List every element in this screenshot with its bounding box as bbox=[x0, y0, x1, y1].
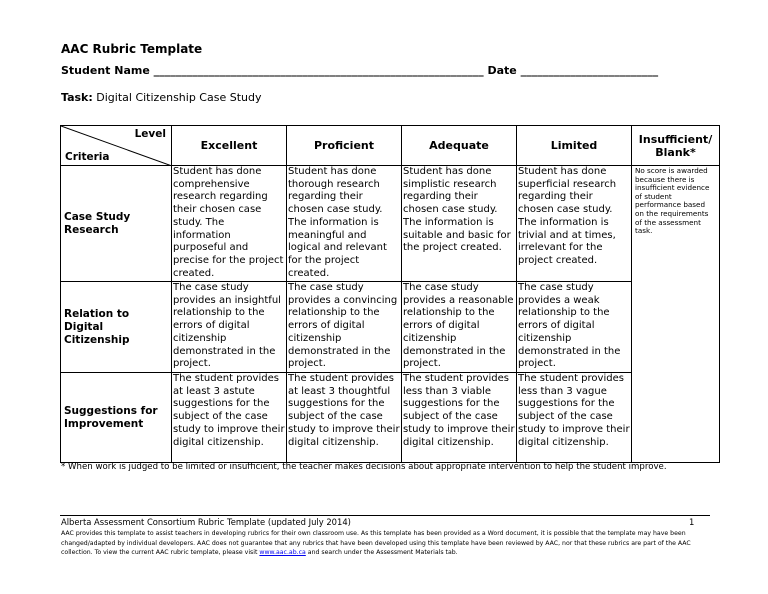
footer-disclaimer bbox=[61, 529, 711, 558]
student-name-date-line: Student Name ____________________________________________________________ Date _________________________ bbox=[61, 64, 659, 77]
aac-website-link[interactable]: www.aac.ab.ca bbox=[259, 549, 306, 556]
footer-disclaimer-text-end: and search under the Assessment Materials tab. bbox=[305, 549, 458, 556]
level-criteria-corner bbox=[61, 126, 172, 166]
descriptor-cell: Student has done thorough research regarding their chosen case study. The information is meaningful and logical and relevant for the project created. bbox=[287, 166, 402, 282]
descriptor-cell: The case study provides a convincing relationship to the errors of digital citizenship demonstrated in the project. bbox=[287, 282, 402, 373]
descriptor-cell: The case study provides a weak relationship to the errors of digital citizenship demonstrated in the project. bbox=[517, 282, 632, 373]
intervention-note: * When work is judged to be limited or insufficient, the teacher makes decisions about appropriate intervention to help the student improve. bbox=[61, 462, 667, 472]
criterion-case-study-research: Case Study Research bbox=[61, 166, 172, 282]
insufficient-note-cell: No score is awarded because there is insufficient evidence of student performance based on the requirements of the assessment task. bbox=[632, 166, 720, 463]
descriptor-cell: The student provides at least 3 thoughtful suggestions for the subject of the case study to improve their digital citizenship. bbox=[287, 373, 402, 463]
task-label: Task: bbox=[61, 91, 93, 104]
table-header-row bbox=[61, 126, 720, 166]
footer-title: Alberta Assessment Consortium Rubric Template (updated July 2014) bbox=[61, 517, 351, 527]
descriptor-cell: The student provides less than 3 viable suggestions for the subject of the case study to improve their digital citizenship. bbox=[402, 373, 517, 463]
level-header-adequate: Adequate bbox=[402, 126, 517, 166]
descriptor-cell: The student provides less than 3 vague suggestions for the subject of the case study to improve their digital citizenship. bbox=[517, 373, 632, 463]
document-title: AAC Rubric Template bbox=[61, 42, 203, 56]
task-line bbox=[61, 91, 261, 104]
page-number: 1 bbox=[689, 517, 695, 527]
level-header-proficient: Proficient bbox=[287, 126, 402, 166]
corner-criteria-label: Criteria bbox=[65, 151, 110, 163]
descriptor-cell: The student provides at least 3 astute suggestions for the subject of the case study to improve their digital citizenship. bbox=[172, 373, 287, 463]
criterion-relation-digital-citizenship: Relation to Digital Citizenship bbox=[61, 282, 172, 373]
level-header-excellent: Excellent bbox=[172, 126, 287, 166]
table-row bbox=[61, 373, 720, 463]
footer-disclaimer-text: AAC provides this template to assist teachers in developing rubrics for their own classroom use. As this template has been provided as a Word document, it is possible that the template may have been changed/adapted by individual developers. AAC does not guarantee that any rubrics that have been developed using this template have been reviewed by AAC, nor that these rubrics are part of the AAC collection. To view the current AAC rubric template, please visit bbox=[61, 530, 691, 556]
descriptor-cell: Student has done simplistic research regarding their chosen case study. The information is suitable and basic for the project created. bbox=[402, 166, 517, 282]
level-header-insufficient: Insufficient/ Blank* bbox=[632, 126, 720, 166]
descriptor-cell: Student has done comprehensive research regarding their chosen case study. The information purposeful and precise for the project created. bbox=[172, 166, 287, 282]
criterion-suggestions-improvement: Suggestions for Improvement bbox=[61, 373, 172, 463]
corner-level-label: Level bbox=[134, 128, 166, 140]
footer-divider bbox=[60, 515, 710, 516]
table-row bbox=[61, 282, 720, 373]
task-value: Digital Citizenship Case Study bbox=[92, 91, 262, 104]
descriptor-cell: The case study provides a reasonable relationship to the errors of digital citizenship demonstrated in the project. bbox=[402, 282, 517, 373]
rubric-table bbox=[60, 125, 720, 463]
descriptor-cell: Student has done superficial research regarding their chosen case study. The information is trivial and at times, irrelevant for the project created. bbox=[517, 166, 632, 282]
table-row bbox=[61, 166, 720, 282]
level-header-limited: Limited bbox=[517, 126, 632, 166]
descriptor-cell: The case study provides an insightful relationship to the errors of digital citizenship demonstrated in the project. bbox=[172, 282, 287, 373]
